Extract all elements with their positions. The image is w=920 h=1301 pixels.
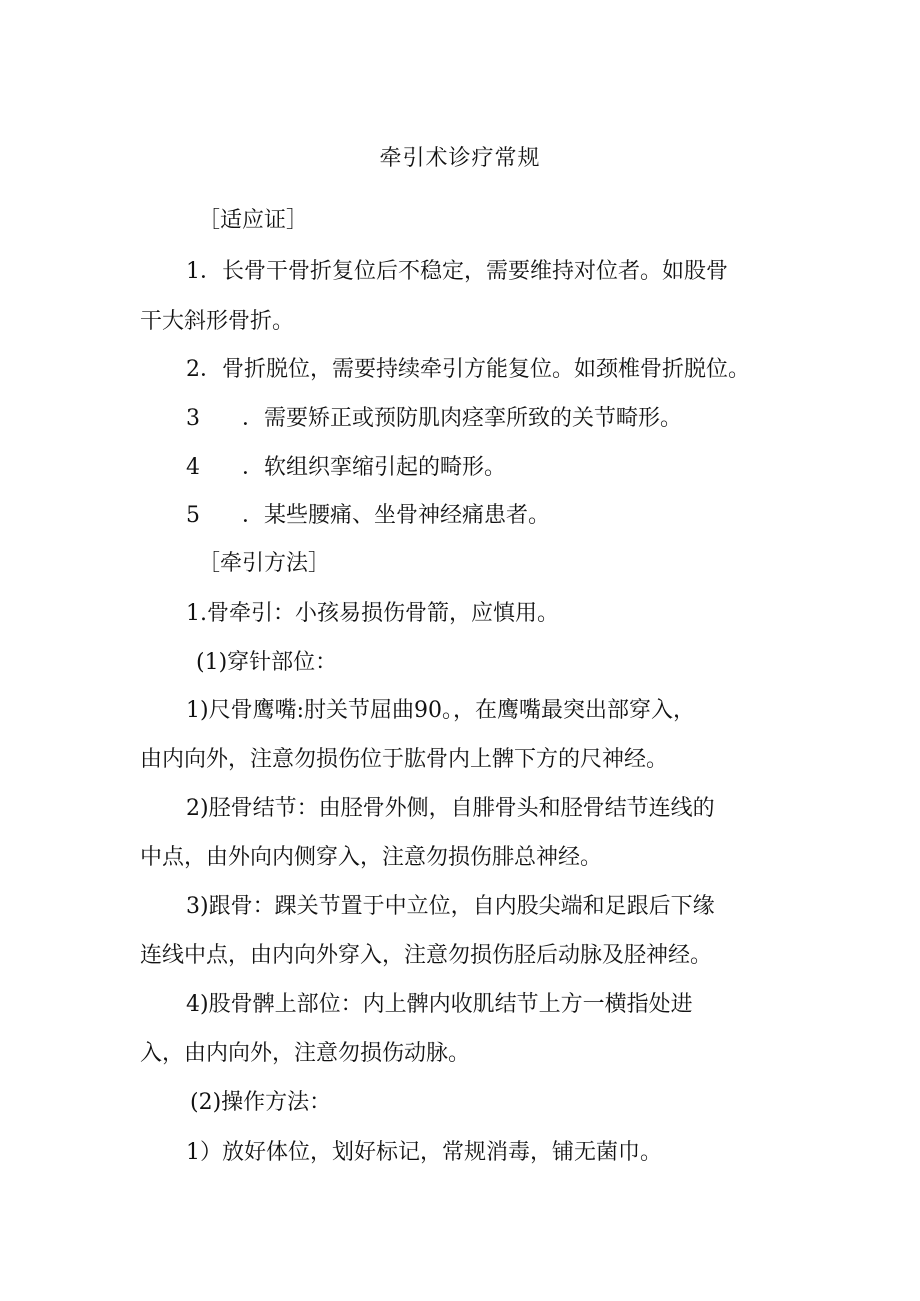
method-a4-line-1: 4)股骨髀上部位：内上髀内收肌结节上方一横指处进 bbox=[186, 992, 693, 1017]
indication-1-line-2: 干大斜形骨折。 bbox=[140, 309, 295, 334]
method-a1-line-2: 由内向外，注意勿损伤位于肱骨内上髀下方的尺神经。 bbox=[140, 747, 669, 772]
method-a2-line-2: 中点，由外向内侧穿入，注意勿损伤腓总神经。 bbox=[140, 845, 603, 870]
method-a3-line-2: 连线中点，由内向外穿入，注意勿损伤胫后动脉及胫神经。 bbox=[140, 943, 713, 968]
method-a1-line-1: 1)尺骨鹰嘴:肘关节屈曲90。，在鹰嘴最突出部穿入， bbox=[186, 698, 695, 723]
document-title: 牵引术诊疗常规 bbox=[379, 146, 541, 171]
indication-4-text: ．软组织挛缩引起的畸形。 bbox=[242, 455, 507, 480]
indication-5-number: 5 bbox=[186, 503, 200, 528]
indication-2: 2．骨折脱位，需要持续牵引方能复位。如颈椎骨折脱位。 bbox=[186, 357, 750, 382]
indications-heading: ［适应证］ bbox=[198, 208, 309, 233]
indication-4-number: 4 bbox=[186, 455, 200, 480]
method-1-1-heading: (1)穿针部位： bbox=[196, 650, 338, 675]
indication-3-number: 3 bbox=[186, 406, 200, 431]
method-a2-line-1: 2)胫骨结节：由胫骨外侧，自腓骨头和胫骨结节连线的 bbox=[186, 796, 715, 821]
method-a4-line-2: 入，由内向外，注意勿损伤动脉。 bbox=[140, 1041, 471, 1066]
method-b1: 1）放好体位，划好标记，常规消毒，铺无菌巾。 bbox=[186, 1140, 662, 1165]
method-heading: ［牵引方法］ bbox=[198, 551, 331, 576]
indication-1-line-1: 1．长骨干骨折复位后不稳定，需要维持对位者。如股骨 bbox=[186, 259, 728, 284]
method-1: 1.骨牵引：小孩易损伤骨箭，应慎用。 bbox=[186, 601, 559, 626]
method-a3-line-1: 3)跟骨：踝关节置于中立位，自内股尖端和足跟后下缘 bbox=[186, 894, 715, 919]
indication-3-text: ．需要矫正或预防肌肉痉挛所致的关节畸形。 bbox=[242, 406, 683, 431]
method-1-2-heading: (2)操作方法： bbox=[190, 1090, 332, 1115]
indication-5-text: ．某些腰痛、坐骨神经痛患者。 bbox=[242, 503, 551, 528]
